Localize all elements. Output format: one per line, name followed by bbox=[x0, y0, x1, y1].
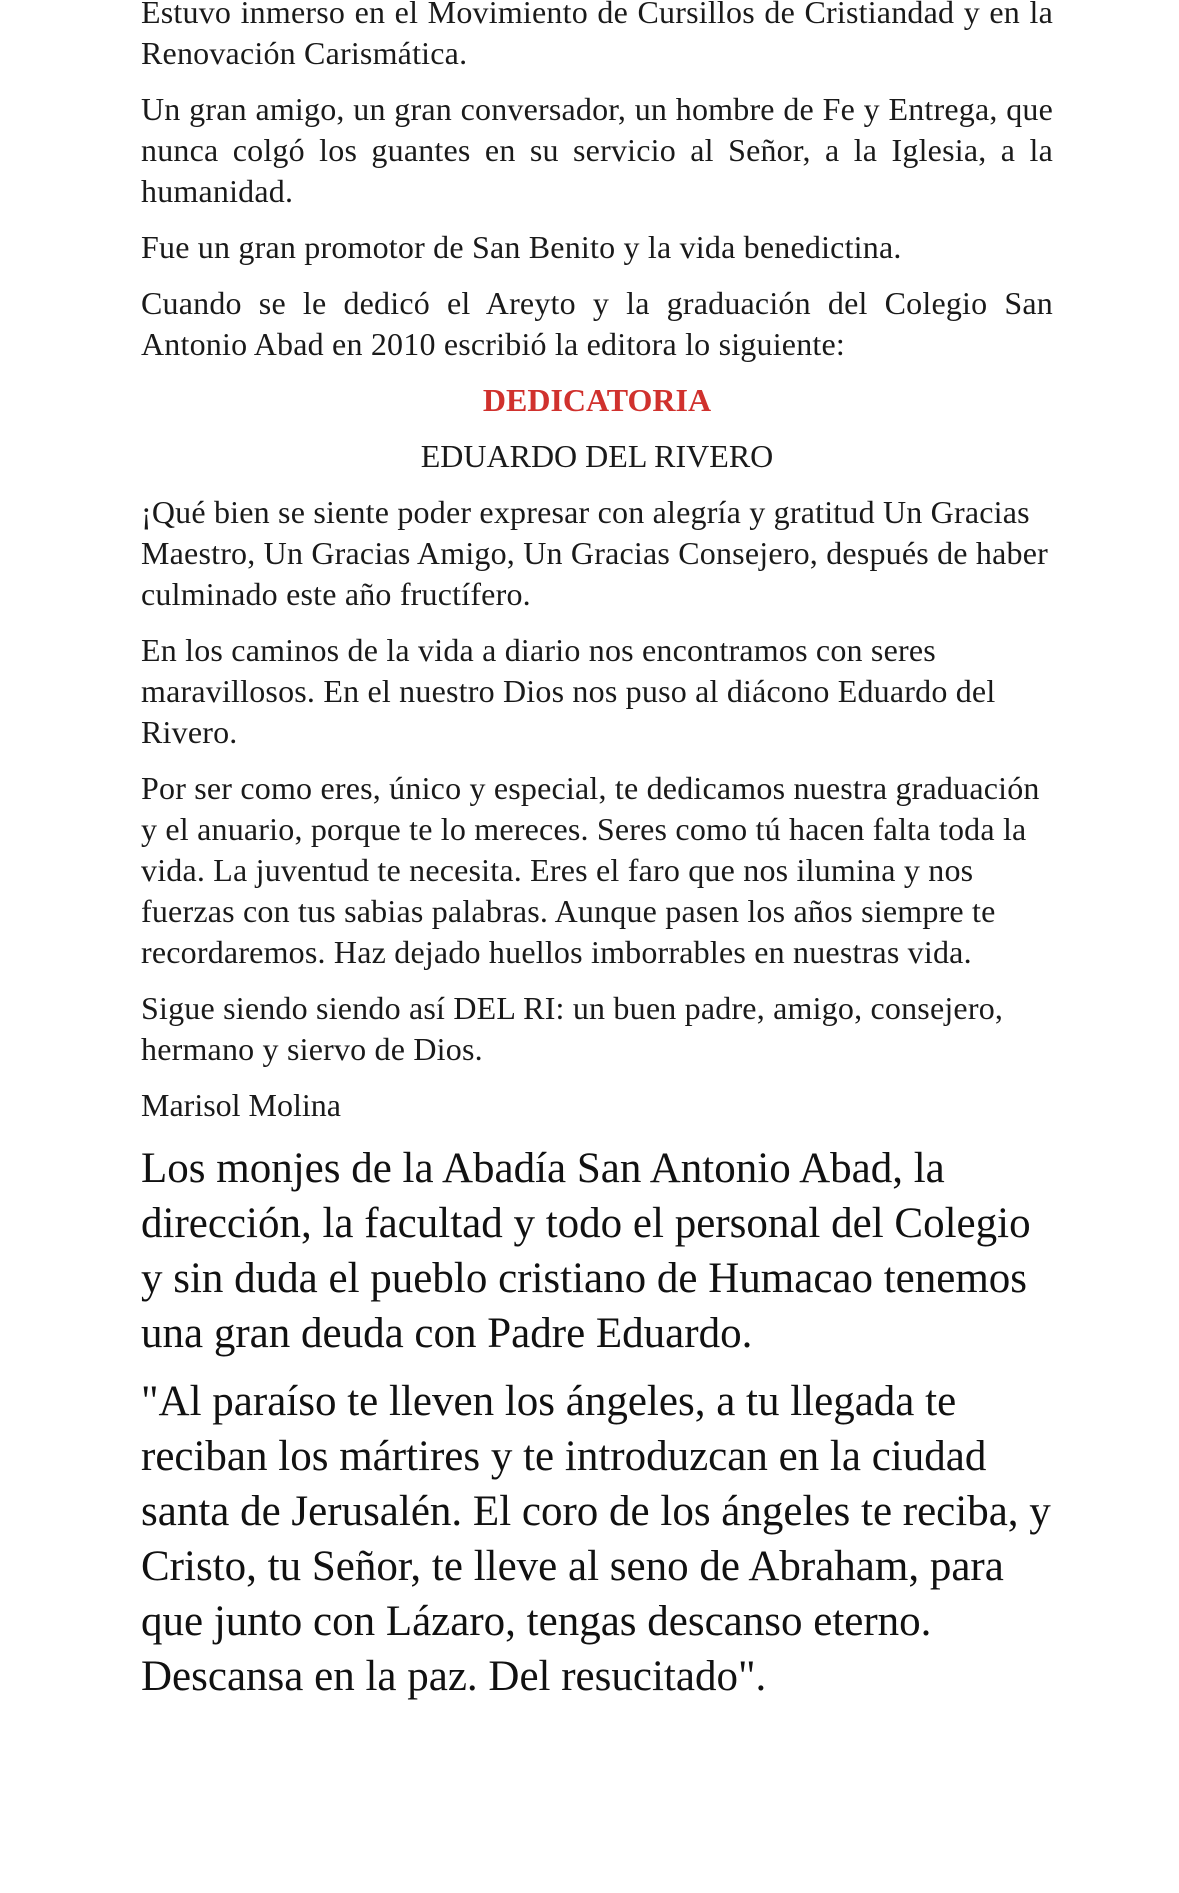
dedication-paragraph-special: Por ser como eres, único y especial, te dedicamos nuestra graduación y el anuario, porque te lo mereces. Seres como tú hacen falta toda la vida. La juventud te necesita. Eres el faro que nos ilumina y nos fuerzas con tus sabias palabras. Aunque pasen los años siempre te recordaremos. Haz dejado huellos imborrables en nuestras vida. bbox=[141, 770, 1040, 970]
paragraph-areyto-intro: Cuando se le dedicó el Areyto y la graduación del Colegio San Antonio Abad en 2010 escribió la editora lo siguiente: bbox=[141, 285, 1053, 362]
paragraph-great-friend: Un gran amigo, un gran conversador, un hombre de Fe y Entrega, que nunca colgó los guantes en su servicio al Señor, a la Iglesia, a la humanidad. bbox=[141, 91, 1053, 209]
dedication-paragraph-paths: En los caminos de la vida a diario nos encontramos con seres maravillosos. En el nuestro Dios nos puso al diácono Eduardo del Rivero. bbox=[141, 632, 996, 750]
document-page bbox=[141, 0, 1053, 1717]
dedication-subtitle: EDUARDO DEL RIVERO bbox=[420, 438, 774, 474]
dedication-paragraph-del-ri: Sigue siendo siendo así DEL RI: un buen padre, amigo, consejero, hermano y siervo de Dios. bbox=[141, 990, 1004, 1067]
closing-paragraph-monks: Los monjes de la Abadía San Antonio Abad, la dirección, la facultad y todo el personal del Colegio y sin duda el pueblo cristiano de Humacao tenemos una gran deuda con Padre Eduardo. bbox=[141, 1145, 1031, 1357]
dedication-paragraph-gratitude: ¡Qué bien se siente poder expresar con alegría y gratitud Un Gracias Maestro, Un Gracias Amigo, Un Gracias Consejero, después de haber culminado este año fructífero. bbox=[141, 494, 1048, 612]
paragraph-san-benito: Fue un gran promotor de San Benito y la vida benedictina. bbox=[141, 229, 902, 265]
paragraph-cursillos: Estuvo inmerso en el Movimiento de Cursillos de Cristiandad y en la Renovación Carismática. bbox=[141, 0, 1053, 71]
dedication-title: DEDICATORIA bbox=[482, 382, 712, 418]
closing-paragraph-prayer: "Al paraíso te lleven los ángeles, a tu llegada te reciban los mártires y te introduzcan en la ciudad santa de Jerusalén. El coro de los ángeles te reciba, y Cristo, tu Señor, te lleve al seno de Abraham, para que junto con Lázaro, tengas descanso eterno. Descansa en la paz. Del resucitado". bbox=[141, 1378, 1051, 1700]
dedication-signature: Marisol Molina bbox=[141, 1087, 341, 1123]
